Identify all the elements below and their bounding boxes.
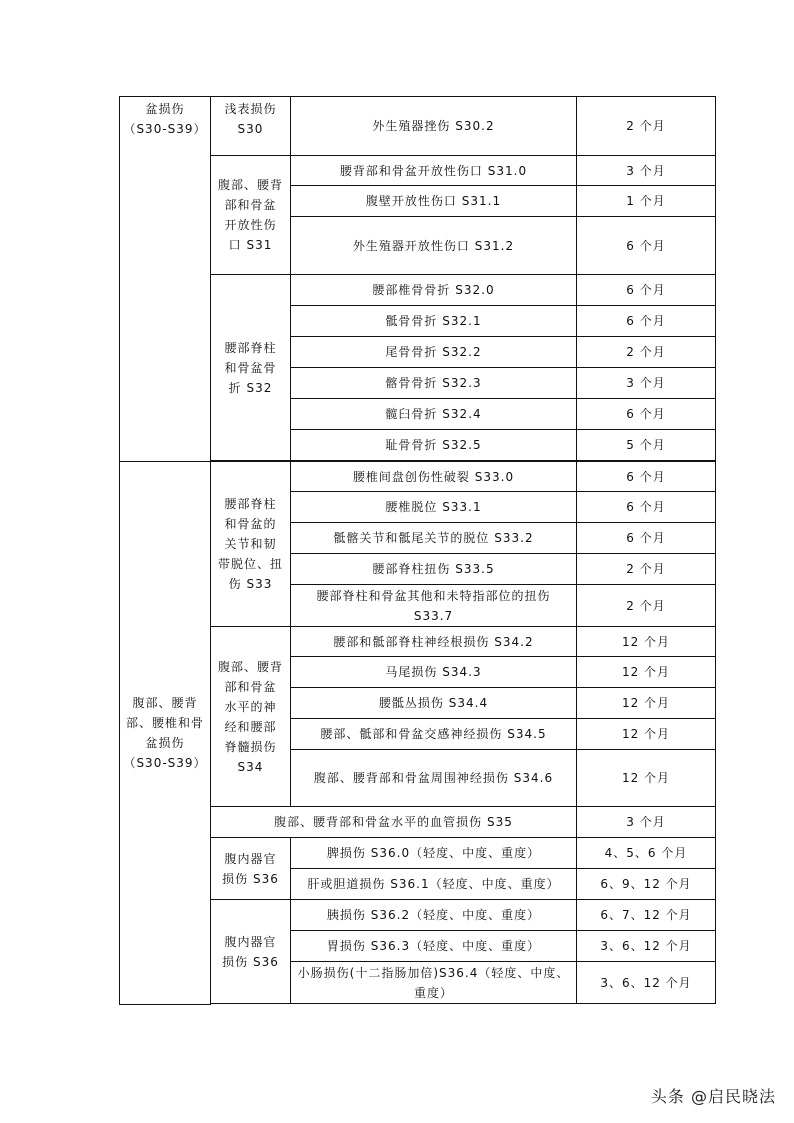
injury-item-cell: 腰椎间盘创伤性破裂 S33.0 xyxy=(291,462,577,492)
subcategory-cell: 腹部、腰背 部和骨盆 水平的神 经和腰部 脊髓损伤 S34 xyxy=(211,627,291,807)
injury-item-cell: 腰背部和骨盆开放性伤口 S31.0 xyxy=(291,156,577,186)
subcategory-cell: 腹内器官 损伤 S36 xyxy=(211,838,291,900)
injury-item-cell: 小肠损伤(十二指肠加倍)S36.4（轻度、中度、 重度） xyxy=(291,962,577,1004)
period-cell: 5 个月 xyxy=(577,430,716,461)
injury-item-cell: 外生殖器挫伤 S30.2 xyxy=(291,97,577,156)
period-cell: 2 个月 xyxy=(577,585,716,627)
subcategory-cell: 腰部脊柱 和骨盆的 关节和韧 带脱位、扭 伤 S33 xyxy=(211,462,291,627)
period-cell: 2 个月 xyxy=(577,554,716,585)
period-cell: 4、5、6 个月 xyxy=(577,838,716,869)
period-cell: 3、6、12 个月 xyxy=(577,962,716,1004)
period-cell: 12 个月 xyxy=(577,719,716,750)
injury-item-cell: 腰椎脱位 S33.1 xyxy=(291,492,577,523)
period-cell: 6 个月 xyxy=(577,523,716,554)
injury-item-cell: 腹部、腰背部和骨盆周围神经损伤 S34.6 xyxy=(291,750,577,807)
injury-item-cell: 髋臼骨折 S32.4 xyxy=(291,399,577,430)
injury-item-cell: 胃损伤 S36.3（轻度、中度、重度） xyxy=(291,931,577,962)
table-row xyxy=(120,97,716,156)
injury-item-cell: 马尾损伤 S34.3 xyxy=(291,657,577,688)
period-cell: 6 个月 xyxy=(577,275,716,306)
table-row xyxy=(120,462,716,492)
subcategory-cell: 腰部脊柱 和骨盆骨 折 S32 xyxy=(211,275,291,461)
period-cell: 6 个月 xyxy=(577,217,716,275)
injury-item-cell: 腰骶丛损伤 S34.4 xyxy=(291,688,577,719)
period-cell: 3 个月 xyxy=(577,368,716,399)
period-cell: 12 个月 xyxy=(577,750,716,807)
subcategory-cell: 腹内器官 损伤 S36 xyxy=(211,900,291,1004)
period-cell: 3、6、12 个月 xyxy=(577,931,716,962)
injury-item-cell: 肝或胆道损伤 S36.1（轻度、中度、重度） xyxy=(291,869,577,900)
watermark-text: 头条 @启民晓法 xyxy=(650,1087,776,1106)
injury-item-cell: 腹部、腰背部和骨盆水平的血管损伤 S35 xyxy=(211,807,577,838)
injury-item-cell: 腰部椎骨骨折 S32.0 xyxy=(291,275,577,306)
period-cell: 6 个月 xyxy=(577,306,716,337)
injury-item-cell: 耻骨骨折 S32.5 xyxy=(291,430,577,461)
injury-item-cell: 外生殖器开放性伤口 S31.2 xyxy=(291,217,577,275)
injury-item-cell: 腰部脊柱和骨盆其他和未特指部位的扭伤 S33.7 xyxy=(291,585,577,627)
period-cell: 12 个月 xyxy=(577,627,716,657)
period-cell: 3 个月 xyxy=(577,807,716,838)
subcategory-cell: 腹部、腰背 部和骨盆 开放性伤 口 S31 xyxy=(211,156,291,275)
period-cell: 6 个月 xyxy=(577,492,716,523)
period-cell: 3 个月 xyxy=(577,156,716,186)
period-cell: 2 个月 xyxy=(577,97,716,156)
injury-item-cell: 尾骨骨折 S32.2 xyxy=(291,337,577,368)
period-cell: 6、9、12 个月 xyxy=(577,869,716,900)
period-cell: 6 个月 xyxy=(577,399,716,430)
subcategory-cell: 浅表损伤 S30 xyxy=(211,97,291,156)
injury-item-cell: 腰部、骶部和骨盆交感神经损伤 S34.5 xyxy=(291,719,577,750)
injury-item-cell: 髂骨骨折 S32.3 xyxy=(291,368,577,399)
period-cell: 2 个月 xyxy=(577,337,716,368)
injury-period-table xyxy=(119,96,716,1005)
injury-item-cell: 骶髂关节和骶尾关节的脱位 S33.2 xyxy=(291,523,577,554)
injury-item-cell: 腰部和骶部脊柱神经根损伤 S34.2 xyxy=(291,627,577,657)
category-cell: 盆损伤 （S30-S39） xyxy=(120,97,211,462)
period-cell: 12 个月 xyxy=(577,688,716,719)
injury-item-cell: 骶骨骨折 S32.1 xyxy=(291,306,577,337)
period-cell: 12 个月 xyxy=(577,657,716,688)
injury-item-cell: 腰部脊柱扭伤 S33.5 xyxy=(291,554,577,585)
injury-item-cell: 胰损伤 S36.2（轻度、中度、重度） xyxy=(291,900,577,931)
period-cell: 1 个月 xyxy=(577,186,716,217)
injury-item-cell: 脾损伤 S36.0（轻度、中度、重度） xyxy=(291,838,577,869)
period-cell: 6、7、12 个月 xyxy=(577,900,716,931)
period-cell: 6 个月 xyxy=(577,462,716,492)
injury-item-cell: 腹壁开放性伤口 S31.1 xyxy=(291,186,577,217)
category-cell: 腹部、腰背 部、腰椎和骨 盆损伤 （S30-S39） xyxy=(120,462,211,1005)
